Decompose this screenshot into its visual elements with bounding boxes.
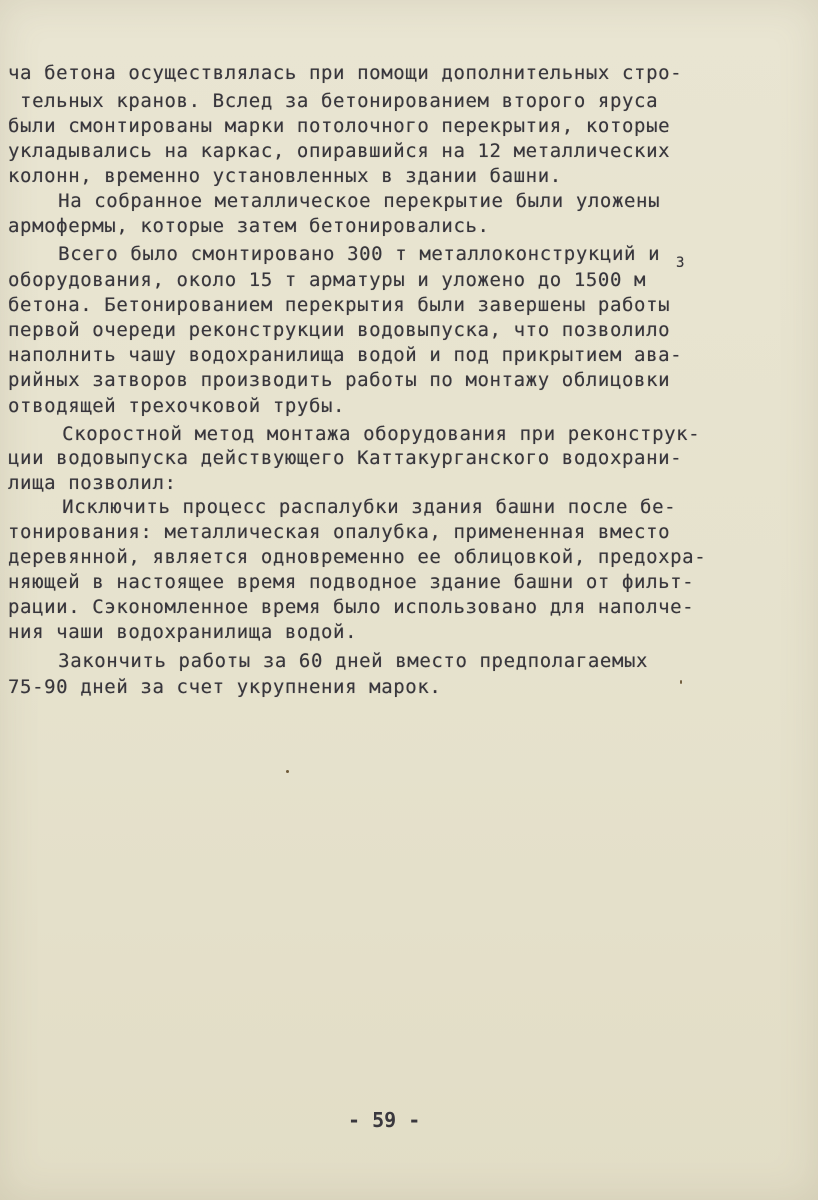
text-line-25: 75-90 дней за счет укрупнения марок. [8, 676, 442, 698]
text-line-1: ча бетона осуществлялась при помощи дополнительных стро- [8, 62, 683, 84]
text-line-2: тельных кранов. Вслед за бетонированием второго яруса [8, 90, 659, 112]
text-line-21: няющей в настоящее время подводное здание башни от фильт- [8, 571, 695, 593]
text-line-8: Всего было смонтировано 300 т металлоконструкций и [10, 243, 661, 265]
text-line-24: Закончить работы за 60 дней вместо предполагаемых [10, 650, 649, 672]
text-line-14: отводящей трехочковой трубы. [8, 395, 346, 417]
text-line-11: первой очереди реконструкции водовыпуска, что позволило [8, 319, 671, 341]
superscript-cubic: 3 [676, 255, 686, 271]
ink-speck [286, 770, 289, 773]
text-line-23: ния чаши водохранилища водой. [8, 621, 358, 643]
text-line-3: были смонтированы марки потолочного перекрытия, которые [8, 115, 671, 137]
text-line-20: деревянной, является одновременно ее облицовкой, предохра- [8, 546, 707, 568]
text-line-9: оборудования, около 15 т арматуры и уложено до 1500 м [8, 269, 647, 291]
text-line-13: рийных затворов производить работы по монтажу облицовки [8, 369, 671, 391]
text-line-15: Скоростной метод монтажа оборудования при реконструк- [14, 423, 701, 445]
text-line-19: тонирования: металлическая опалубка, примененная вместо [8, 521, 671, 543]
text-line-22: рации. Сэкономленное время было использовано для наполче- [8, 596, 695, 618]
page-number: - 59 - [348, 1108, 421, 1132]
text-line-5: колонн, временно установленных в здании башни. [8, 165, 562, 187]
text-line-17: лища позволил: [8, 472, 177, 494]
text-line-18: Исключить процесс распалубки здания башни после бе- [14, 496, 677, 518]
text-line-10: бетона. Бетонированием перекрытия были завершены работы [8, 294, 671, 316]
text-line-7: армофермы, которые затем бетонировались. [8, 215, 490, 237]
text-line-12: наполнить чашу водохранилища водой и под прикрытием ава- [8, 344, 683, 366]
text-line-16: ции водовыпуска действующего Каттакурганского водохрани- [8, 447, 683, 469]
text-line-6: На собранное металлическое перекрытие были уложены [10, 190, 661, 212]
text-line-4: укладывались на каркас, опиравшийся на 12 металлических [8, 140, 671, 162]
ink-speck [680, 680, 682, 684]
